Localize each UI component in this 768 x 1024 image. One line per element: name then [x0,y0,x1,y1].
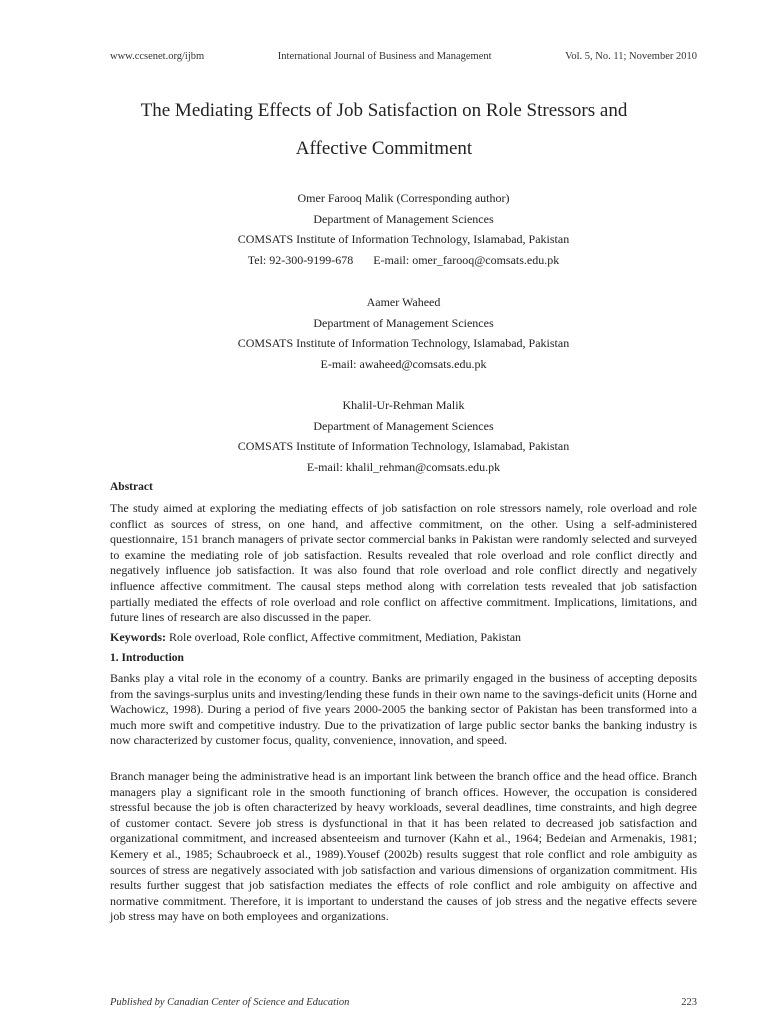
keywords-line [110,630,697,646]
publisher-note: Published by Canadian Center of Science and Education [110,997,350,1008]
keywords-text: Role overload, Role conflict, Affective commitment, Mediation, Pakistan [166,630,522,644]
introduction-heading: 1. Introduction [110,652,184,664]
page-footer [110,997,697,1008]
author-department: Department of Management Sciences [313,418,494,433]
author-name: Aamer Waheed [366,295,441,309]
title-line-1: The Mediating Effects of Job Satisfaction on Role Stressors and [140,100,628,121]
author-block-2 [110,292,697,374]
abstract-heading: Abstract [110,481,153,493]
author-department: Department of Management Sciences [313,315,494,330]
abstract-text: The study aimed at exploring the mediating effects of job satisfaction on role stressors namely, role overload and role conflict as sources of stress, on one hand, and affective commitment, on the other. Using a self-administered questionnaire, 151 branch managers of private sector commercial banks in Pakistan were randomly selected and surveyed to examine the mediating role of job satisfaction. Results revealed that role overload and role conflict directly and negatively influence job satisfaction. It was also found that role overload and role conflict directly and negatively influence affective commitment. The causal steps method along with correlation tests revealed that job satisfaction partially mediated the effects of role overload and role conflict on affective commitment. Implications, limitations, and future lines of research are also discussed in the paper. [110,501,697,625]
author-email: E-mail: omer_farooq@comsats.edu.pk [373,252,560,267]
paper-title [90,92,678,168]
author-name: Khalil-Ur-Rehman Malik [342,398,465,412]
author-block-3 [110,395,697,477]
author-institute: COMSATS Institute of Information Technology, Islamabad, Pakistan [237,232,570,246]
page-number: 223 [681,997,697,1008]
introduction-paragraph-1: Banks play a vital role in the economy of a country. Banks are primarily engaged in the business of accepting deposits from the savings-surplus units and investing/lending these funds in their own name to the savings-deficit units (Horne and Wachowicz, 1998). During a period of five years 2000-2005 the banking sector of Pakistan has been transformed into a much more swift and competitive industry. Due to the privatization of large public sector banks the banking industry is now characterized by customer focus, quality, convenience, innovation, and speed. [110,671,697,748]
author-contact [110,250,697,271]
author-institute: COMSATS Institute of Information Technology, Islamabad, Pakistan [237,439,570,453]
author-name: Omer Farooq Malik (Corresponding author) [297,191,510,205]
author-institute: COMSATS Institute of Information Technology, Islamabad, Pakistan [237,336,570,350]
author-tel: Tel: 92-300-9199-678 [247,252,354,267]
author-email: E-mail: awaheed@comsats.edu.pk [320,356,487,371]
author-block-1 [110,188,697,270]
journal-url: www.ccsenet.org/ijbm [110,51,205,62]
author-email: E-mail: khalil_rehman@comsats.edu.pk [306,459,501,474]
author-department: Department of Management Sciences [313,211,494,226]
introduction-paragraph-2: Branch manager being the administrative head is an important link between the branch office and the head office. Branch managers play a significant role in the smooth functioning of branch offices. However, the occupation is considered stressful because the job is often characterized by heavy workloads, several deadlines, time constraints, and high degree of customer contact. Severe job stress is dysfunctional in that it has been related to decreased job satisfaction and organizational commitment, and increased absenteeism and turnover (Kahn et al., 1964; Bedeian and Armenakis, 1981; Kemery et al., 1985; Schaubroeck et al., 1989).Yousef (2002b) results suggest that role conflict and role ambiguity as sources of stress are negatively associated with job satisfaction and various dimensions of organization commitment. His results further suggest that job satisfaction mediates the effects of role conflict and role ambiguity on affective and normative commitment. Therefore, it is important to understand the causes of job stress and the negative effects severe job stress may have on both employees and organizations. [110,769,697,924]
title-line-2: Affective Commitment [295,138,473,159]
volume-info: Vol. 5, No. 11; November 2010 [565,51,697,62]
journal-name: International Journal of Business and Management [277,51,492,62]
keywords-label: Keywords: [110,630,166,644]
running-header [110,51,697,62]
